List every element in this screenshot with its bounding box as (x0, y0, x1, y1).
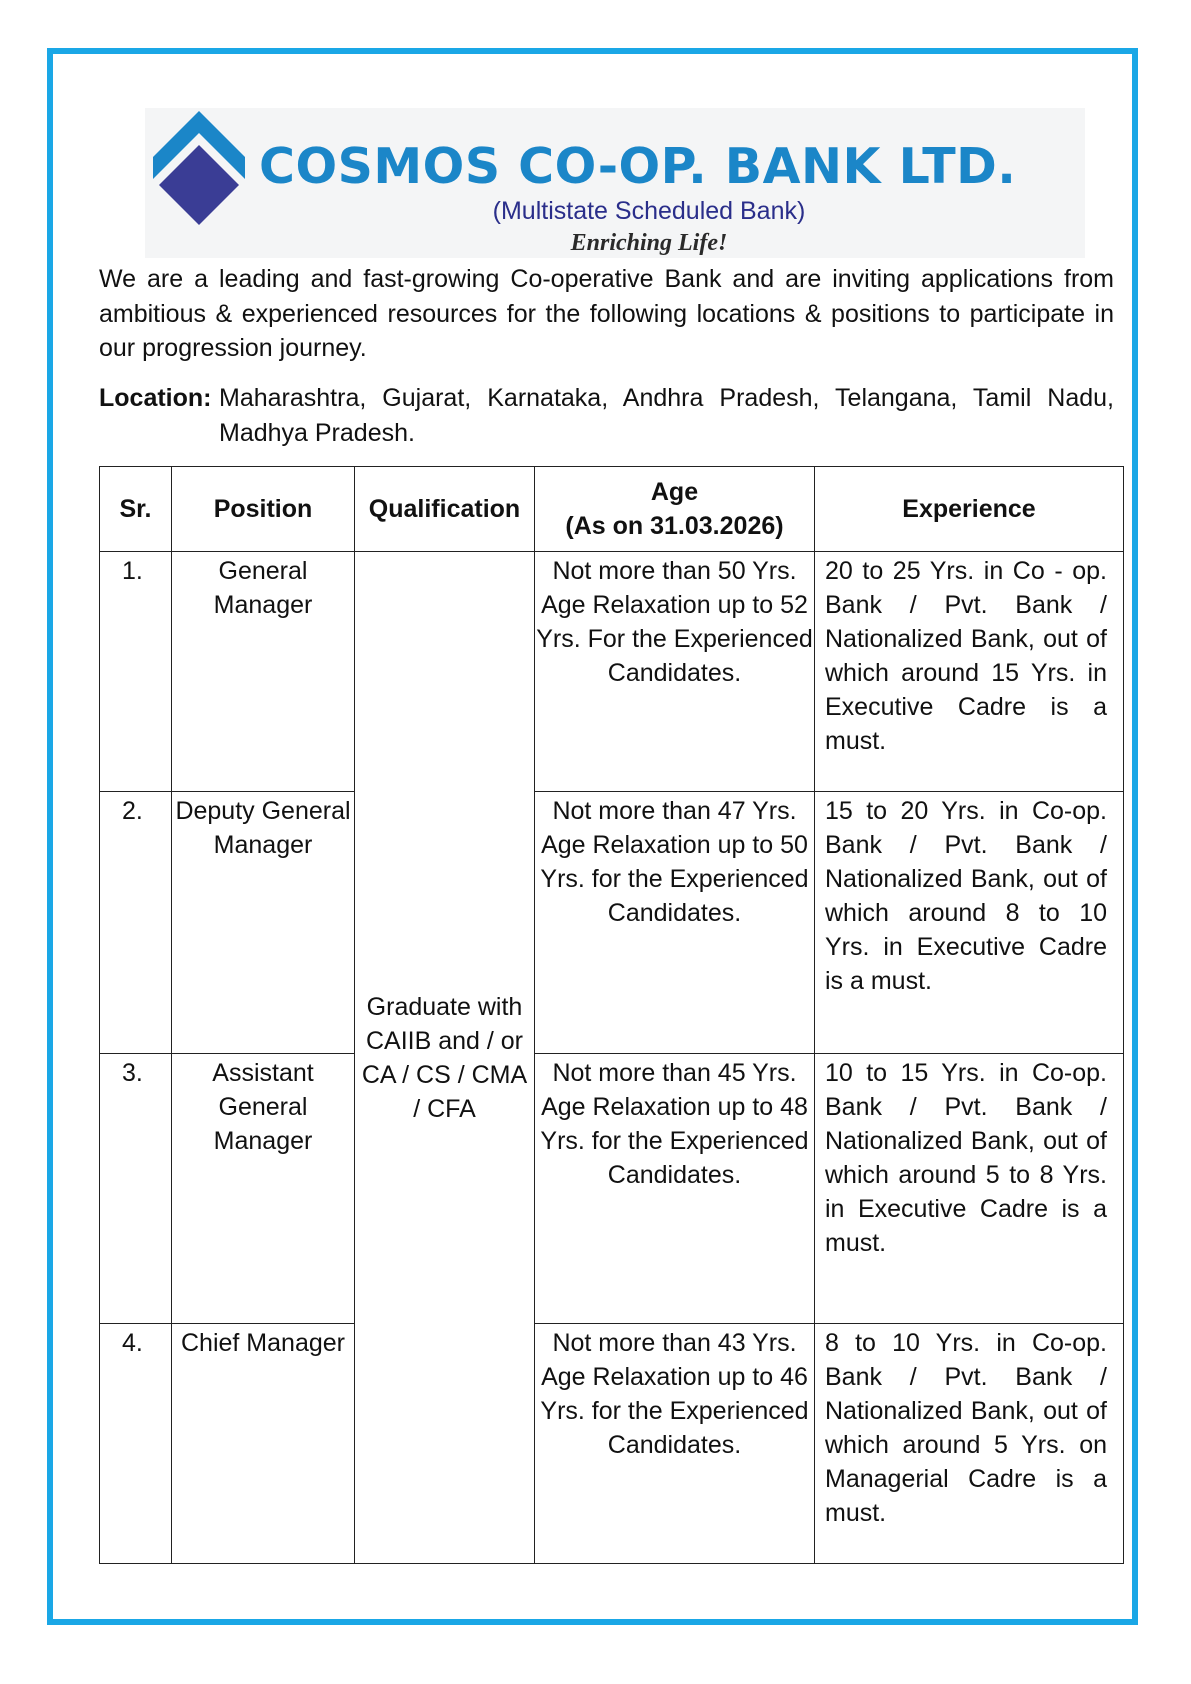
row-age: Not more than 43 Yrs. Age Relaxation up to 46 Yrs. for the Experienced Candidates. (535, 1324, 815, 1564)
header-sr: Sr. (100, 467, 172, 552)
qualification-cell: Graduate with CAIIB and / or CA / CS / CMA / CFA (355, 552, 535, 1564)
row-position: General Manager (172, 552, 355, 792)
row-position: Chief Manager (172, 1324, 355, 1564)
bank-name: COSMOS CO-OP. BANK LTD. (259, 138, 1017, 195)
row-sr: 1. (100, 552, 172, 792)
location-label: Location: (99, 384, 212, 412)
table-row (100, 1054, 1124, 1324)
location-list: Maharashtra, Gujarat, Karnataka, Andhra Pradesh, Telangana, Tamil Nadu, Madhya Pradesh. (219, 384, 1114, 447)
diamond-logo-icon (153, 111, 245, 227)
row-experience: 8 to 10 Yrs. in Co-op. Bank / Pvt. Bank / Nationalized Bank, out of which around 5 Yrs. on Managerial Cadre is a must. (815, 1324, 1124, 1564)
table-row (100, 552, 1124, 792)
header-age (535, 467, 815, 552)
row-age: Not more than 47 Yrs. Age Relaxation up to 50 Yrs. for the Experienced Candidates. (535, 792, 815, 1054)
row-sr: 4. (100, 1324, 172, 1564)
header-age-title: Age (650, 478, 699, 506)
row-experience: 15 to 20 Yrs. in Co-op. Bank / Pvt. Bank / Nationalized Bank, out of which around 8 to 10 Yrs. in Executive Cadre is a must. (815, 792, 1124, 1054)
table-row (100, 1324, 1124, 1564)
bank-tagline: Enriching Life! (570, 230, 728, 256)
table-header-row (100, 467, 1124, 552)
header-experience: Experience (815, 467, 1124, 552)
bank-subtitle: (Multistate Scheduled Bank) (492, 197, 806, 225)
header-age-date: (As on 31.03.2026) (565, 512, 784, 540)
vacancy-table (99, 466, 1124, 1564)
row-age: Not more than 45 Yrs. Age Relaxation up to 48 Yrs. for the Experienced Candidates. (535, 1054, 815, 1324)
row-sr: 3. (100, 1054, 172, 1324)
row-position: Assistant General Manager (172, 1054, 355, 1324)
row-experience: 20 to 25 Yrs. in Co - op. Bank / Pvt. Bank / Nationalized Bank, out of which around 15 Yrs. in Executive Cadre is a must. (815, 552, 1124, 792)
table-row (100, 792, 1124, 1054)
row-position: Deputy General Manager (172, 792, 355, 1054)
row-age: Not more than 50 Yrs. Age Relaxation up to 52 Yrs. For the Experienced Candidates. (535, 552, 815, 792)
bank-header (145, 108, 1085, 258)
row-sr: 2. (100, 792, 172, 1054)
row-experience: 10 to 15 Yrs. in Co-op. Bank / Pvt. Bank / Nationalized Bank, out of which around 5 to 8 Yrs. in Executive Cadre is a must. (815, 1054, 1124, 1324)
location-block (99, 381, 1114, 450)
header-qualification: Qualification (355, 467, 535, 552)
intro-paragraph: We are a leading and fast-growing Co-operative Bank and are inviting applications from ambitious & experienced resources for the following locations & positions to participate in our progression journey. (99, 265, 1114, 362)
header-position: Position (172, 467, 355, 552)
